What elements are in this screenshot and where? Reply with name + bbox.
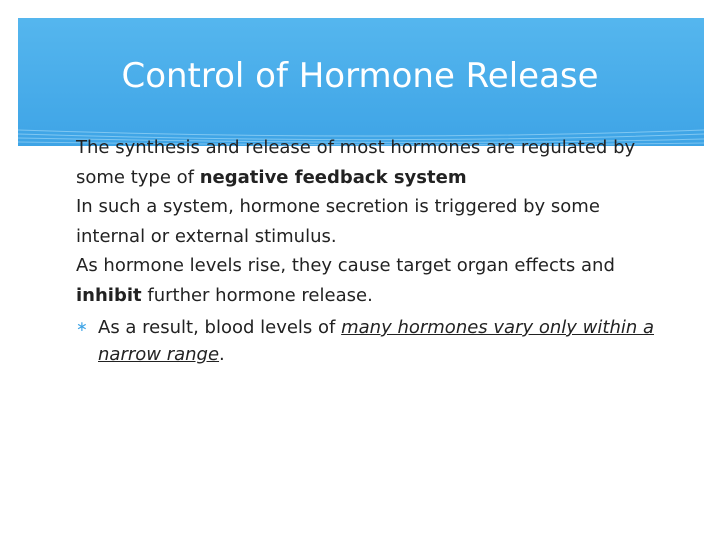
paragraph-3-text-b: further hormone release. bbox=[141, 284, 373, 306]
paragraph-3 bbox=[76, 251, 656, 310]
paragraph-2-text: In such a system, hormone secretion is triggered by some internal or external stimulus. bbox=[76, 196, 600, 247]
paragraph-2 bbox=[76, 192, 656, 251]
narrow-range-phrase: many hormones vary only within a narrow range bbox=[98, 317, 655, 365]
bullet-text-b: . bbox=[219, 344, 225, 365]
asterisk-bullet-icon: ∗ bbox=[76, 319, 88, 335]
paragraph-1 bbox=[76, 133, 656, 192]
bullet-item bbox=[76, 314, 656, 368]
inhibit-term: inhibit bbox=[76, 284, 142, 306]
bullet-text-a: As a result, blood levels of bbox=[98, 317, 342, 338]
slide-title: Control of Hormone Release bbox=[121, 56, 599, 96]
paragraph-3-text-a: As hormone levels rise, they cause target organ effects and bbox=[76, 255, 615, 276]
slide-body bbox=[76, 133, 656, 368]
paragraph-1-text: The synthesis and release of most hormones are regulated by some type of bbox=[76, 137, 636, 188]
negative-feedback-term: negative feedback system bbox=[199, 166, 467, 188]
